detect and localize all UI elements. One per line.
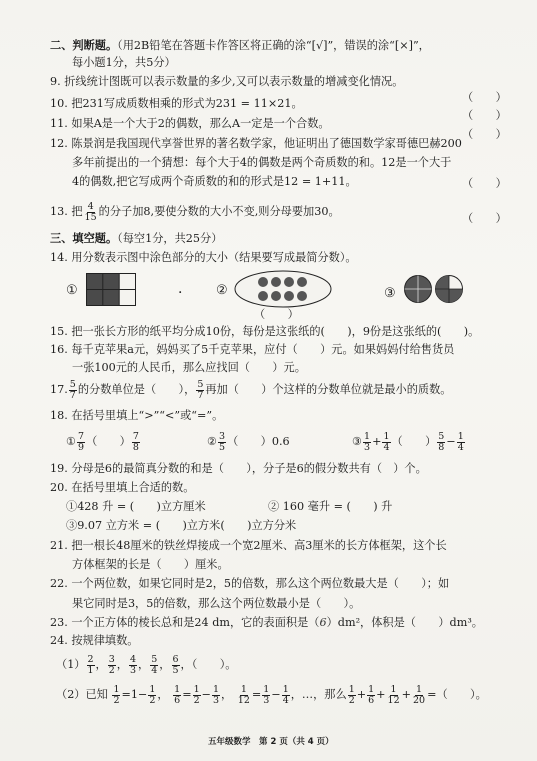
question-16-line-1: 16. 每千克苹果a元，妈妈买了5千克苹果，应付（ ）元。如果妈妈付给售货员 bbox=[50, 343, 455, 356]
question-18-item-1: ① $\frac{7}{9}$ （ ） $\frac{7}{8}$ bbox=[66, 430, 139, 453]
question-23: 23. 一个正方体的棱长总和是24 dm，它的表面积是（6）dm²，体积是（ ）dm³。 bbox=[50, 616, 483, 629]
section-2-instruction: （用2B铅笔在答题卡作答区将正确的涂“[√]”，错误的涂“[×]”， bbox=[117, 39, 430, 52]
question-15: 15. 把一张长方形的纸平均分成10份，每份是这张纸的( )，9份是这张纸的( )。 bbox=[50, 325, 480, 338]
sum-blank[interactable]: =（ ）。 bbox=[427, 688, 487, 701]
handwritten-mark: 6 bbox=[319, 616, 327, 629]
question-20-item-2: ② 160 毫升 = ( ) 升 bbox=[268, 500, 393, 513]
section-3-title: 三、填空题。 bbox=[50, 231, 118, 245]
question-12-line-3: 4的偶数,把它写成两个奇质数的和的形式是12 = 1+11。 bbox=[72, 175, 357, 188]
ellipse-dots-figure-icon bbox=[234, 270, 332, 308]
section-2-title: 二、判断题。 bbox=[50, 38, 118, 52]
grid-figure-icon bbox=[86, 273, 136, 306]
sequence-separator: ， bbox=[138, 658, 150, 671]
question-12-line-1: 12. 陈景润是我国现代享誉世界的著名数学家，他证明出了德国数学家哥德巴赫200 bbox=[50, 137, 462, 150]
question-17: 17. $\frac{5}{7}$ 的分数单位是（ ）， $\frac{5}{7}$ 再加（ ）个这样的分数单位就是最小的质数。 bbox=[50, 378, 452, 401]
question-19: 19. 分母是6的最简真分数的和是（ ），分子是6的假分数共有（ ）个。 bbox=[50, 462, 427, 475]
figure-1-marker: ① bbox=[66, 283, 78, 298]
fraction: $\frac{4}{15}$ bbox=[84, 200, 97, 223]
question-9: 9. 折线统计图既可以表示数量的多少,又可以表示数量的增减变化情况。 bbox=[50, 75, 404, 88]
sequence-separator: ， bbox=[180, 658, 192, 671]
sequence-fraction: $\frac{6}{5}$ bbox=[172, 653, 179, 676]
question-20-item-3: ③9.07 立方米 = ( )立方米( )立方分米 bbox=[66, 519, 297, 532]
question-10: 10. 把231写成质数相乘的形式为231 = 11×21。 bbox=[50, 97, 303, 110]
sequence-separator: ， bbox=[159, 658, 171, 671]
compare-blank[interactable]: （ ） bbox=[227, 435, 272, 448]
question-22-line-2: 果它同时是3，5的倍数，那么这个两位数最小是（ ）。 bbox=[72, 597, 361, 610]
answer-paren-10[interactable]: （ ） bbox=[462, 109, 507, 122]
section-3-instruction: （每空1分，共25分） bbox=[117, 232, 223, 245]
question-11: 11. 如果A是一个大于2的偶数，那么A一定是一个合数。 bbox=[50, 117, 330, 130]
question-18-item-2: ② $\frac{3}{5}$ （ ）0.6 bbox=[207, 430, 290, 453]
question-21-line-1: 21. 把一根长48厘米的铁丝焊接成一个宽2厘米、高3厘米的长方体框架，这个长 bbox=[50, 539, 447, 552]
sequence-fraction: $\frac{5}{4}$ bbox=[151, 653, 158, 676]
question-16-line-2: 一张100元的人民币，那么应找回（ ）元。 bbox=[72, 361, 306, 374]
figure-2-answer-blank[interactable]: （ ） bbox=[254, 308, 299, 321]
page-footer: 五年级数学 第 2 页（共 4 页） bbox=[208, 737, 334, 747]
question-20: 20. 在括号里填上合适的数。 bbox=[50, 481, 195, 494]
question-18: 18. 在括号里填上“>”“<”或“=”。 bbox=[50, 409, 224, 422]
compare-blank[interactable]: （ ） bbox=[391, 435, 437, 448]
sequence-fraction: $\frac{4}{3}$ bbox=[130, 653, 137, 676]
section-3-header bbox=[50, 231, 222, 246]
question-22-line-1: 22. 一个两位数，如果它同时是2，5的倍数，那么这个两位数最大是（ ）；如 bbox=[50, 577, 450, 590]
question-24: 24. 按规律填数。 bbox=[50, 634, 139, 647]
question-24-part-1: （1） $\frac{2}{1}$ ， $\frac{3}{2}$ ， $\frac{4}{3}$ ， $\frac{5}{4}$ ， $\frac{6}{5}$ ，（ ）。 bbox=[56, 653, 237, 676]
question-20-item-1: ①428 升 = ( )立方厘米 bbox=[66, 500, 206, 513]
answer-paren-13[interactable]: （ ） bbox=[462, 212, 507, 225]
sequence-fraction: $\frac{3}{2}$ bbox=[108, 653, 115, 676]
dot: · bbox=[178, 285, 183, 301]
answer-paren-12[interactable]: （ ） bbox=[462, 177, 507, 190]
figure-2-marker: ② bbox=[216, 283, 228, 298]
figure-3-marker: ③ bbox=[384, 286, 396, 301]
answer-paren-9[interactable]: （ ） bbox=[462, 91, 507, 104]
sequence-fraction: $\frac{2}{1}$ bbox=[87, 653, 94, 676]
sequence-separator: ， bbox=[116, 658, 128, 671]
circles-figure-icon bbox=[403, 274, 465, 304]
question-24-part-2: （2）已知 $\frac{1}{2}$ =1− $\frac{1}{2}$ ， $\frac{1}{6}$ = $\frac{1}{2}$ − $\frac{1}{3}$ ， $\frac{1}{12}$ = $\frac{1}{3}$ − $\frac{1}{4}$ ，…，那么 $\frac{1}{2}$ + $\frac{1}{6}$ + $\frac{1}{12}$ + $\frac{1}{20}$ =（ ）。 bbox=[56, 683, 487, 706]
question-18-item-3: ③ $\frac{1}{3}$ + $\frac{1}{4}$ （ ） $\frac{5}{8}$ − $\frac{1}{4}$ bbox=[352, 430, 464, 453]
fraction: $\frac{5}{7}$ bbox=[69, 378, 76, 401]
fraction: $\frac{5}{7}$ bbox=[197, 378, 204, 401]
compare-blank[interactable]: （ ） bbox=[86, 435, 131, 448]
question-14: 14. 用分数表示图中涂色部分的大小（结果要写成最简分数）。 bbox=[50, 251, 357, 264]
section-2-header bbox=[50, 38, 430, 53]
sequence-separator: ， bbox=[95, 658, 107, 671]
question-12-line-2: 多年前提出的一个猜想：每个大于4的偶数是两个奇质数的和。12是一个大于 bbox=[72, 156, 452, 169]
sequence-blank[interactable]: （ ）。 bbox=[191, 658, 237, 671]
answer-paren-11[interactable]: （ ） bbox=[462, 128, 507, 141]
question-13: 13. 把 $\frac{4}{15}$ 的分子加8,要使分数的大小不变,则分母要加30。 bbox=[50, 200, 340, 223]
question-21-line-2: 方体框架的长是（ ）厘米。 bbox=[72, 558, 229, 571]
section-2-instruction-2: 每小题1分，共5分） bbox=[72, 56, 176, 69]
